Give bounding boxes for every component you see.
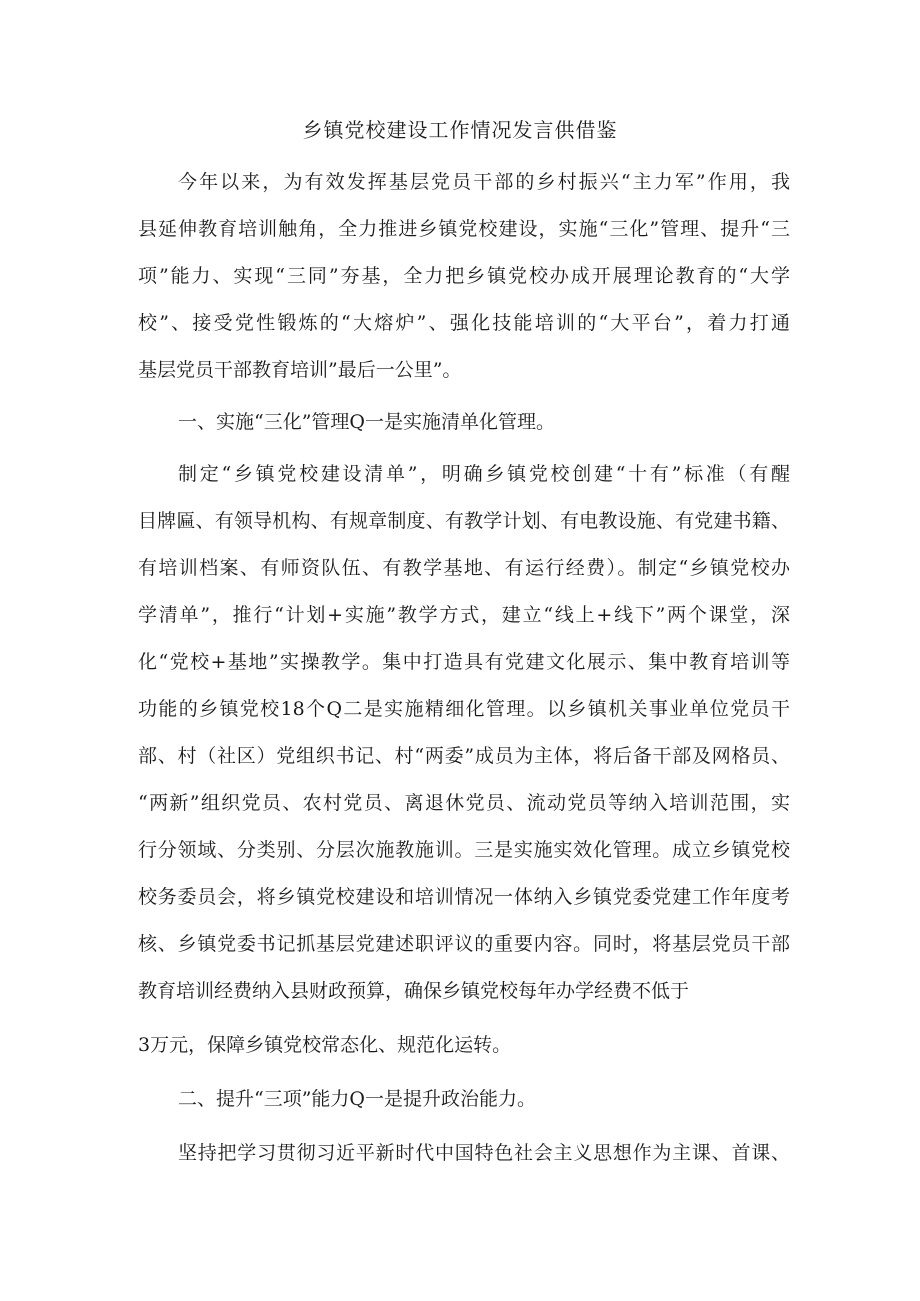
section-heading: 一、实施“三化”管理Q一是实施清单化管理。 [178,411,556,433]
paragraph-line: 目牌匾、有领导机构、有规章制度、有教学计划、有电教设施、有党建书籍、 [138,510,790,532]
paragraph-line: 今年以来，为有效发挥基层党员干部的乡村振兴“主力军”作用，我 [178,171,790,193]
paragraph-line: 制定“乡镇党校建设清单”，明确乡镇党校创建“十有”标准（有醒 [178,463,790,485]
paragraph-line: “两新”组织党员、农村党员、离退休党员、流动党员等纳入培训范围，实 [138,792,790,814]
document-title: 乡镇党校建设工作情况发言供借鉴 [302,118,618,142]
paragraph-line: 部、村（社区）党组织书记、村“两委”成员为主体，将后备干部及网格员、 [138,745,790,767]
paragraph-line: 校”、接受党性锻炼的“大熔炉”、强化技能培训的“大平台”，着力打通 [138,312,790,334]
paragraph-line: 教育培训经费纳入县财政预算，确保乡镇党校每年办学经费不低于 [138,980,690,1002]
paragraph-line: 项”能力、实现“三同”夯基，全力把乡镇党校办成开展理论教育的“大学 [138,265,790,287]
paragraph-line: 核、乡镇党委书记抓基层党建述职评议的重要内容。同时，将基层党员干部 [138,933,790,955]
paragraph-line: 化“党校+基地”实操教学。集中打造具有党建文化展示、集中教育培训等 [138,651,790,673]
paragraph-line: 校务委员会，将乡镇党校建设和培训情况一体纳入乡镇党委党建工作年度考 [138,886,790,908]
section-heading: 二、提升“三项”能力Q一是提升政治能力。 [178,1088,537,1110]
paragraph-line: 功能的乡镇党校18个Q二是实施精细化管理。以乡镇机关事业单位党员干 [138,698,790,720]
paragraph-line: 有培训档案、有师资队伍、有教学基地、有运行经费）。制定“乡镇党校办 [138,557,790,579]
paragraph-line: 坚持把学习贯彻习近平新时代中国特色社会主义思想作为主课、首课、 [178,1142,790,1164]
paragraph-line: 基层党员干部教育培训”最后一公里”。 [138,359,462,381]
paragraph-line: 县延伸教育培训触角，全力推进乡镇党校建设，实施“三化”管理、提升“三 [138,218,790,240]
paragraph-line: 3万元，保障乡镇党校常态化、规范化运转。 [138,1034,512,1056]
paragraph-line: 行分领域、分类别、分层次施教施训。三是实施实效化管理。成立乡镇党校 [138,839,790,861]
paragraph-line: 学清单”，推行“计划+实施”教学方式，建立“线上+线下”两个课堂，深 [138,604,790,626]
